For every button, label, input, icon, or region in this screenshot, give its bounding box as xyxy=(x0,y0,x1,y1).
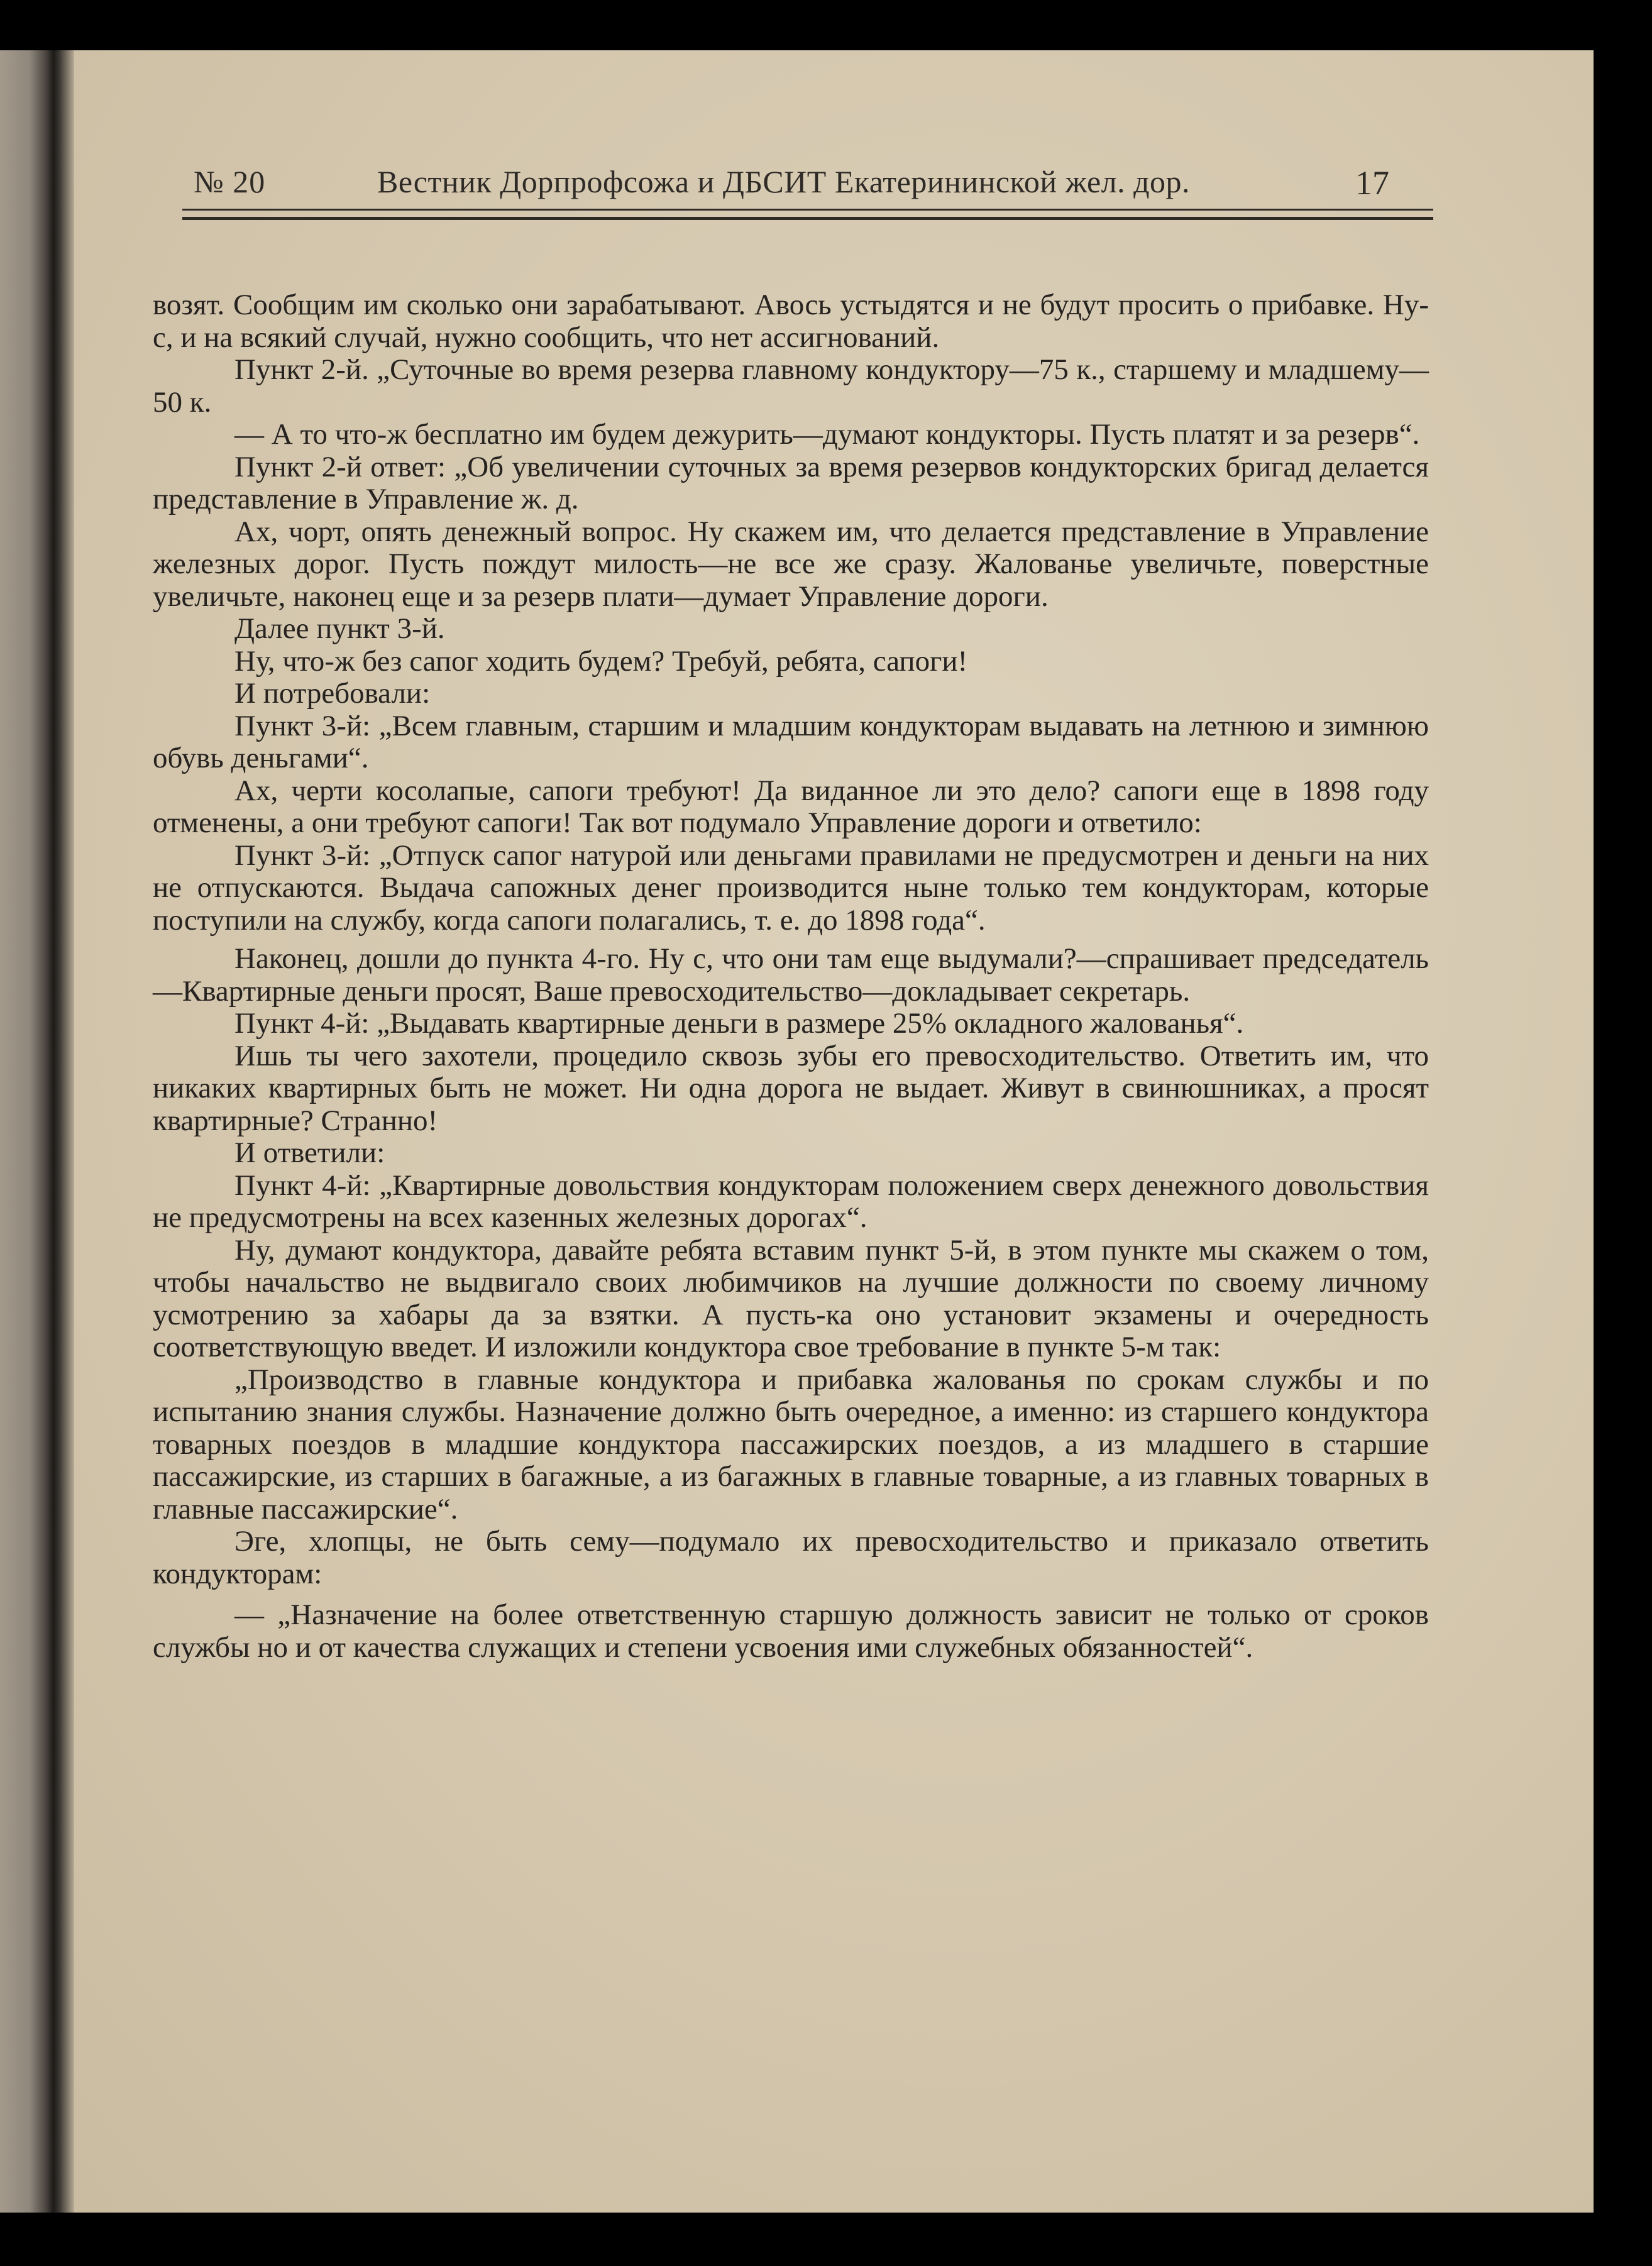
paragraph: Пункт 4-й: „Квартирные довольствия кондукторам положением сверх денежного довольствия не предусмотрены на всех казенных железных дорогах“. xyxy=(153,1169,1429,1234)
paragraph: Далее пункт 3-й. xyxy=(234,612,445,645)
header-rule xyxy=(182,209,1433,220)
paragraph: Пункт 2-й ответ: „Об увеличении суточных за время резервов кондукторских бригад делается представление в Управление ж. д. xyxy=(153,450,1429,515)
paragraph: Наконец, дошли до пункта 4-го. Ну с, что они там еще выдумали?—спрашивает председатель—Квартирные деньги просят, Ваше превосходительство—докладывает секретарь. xyxy=(153,942,1429,1008)
paragraph: Ну, думают кондуктора, давайте ребята вставим пункт 5-й, в этом пункте мы скажем о том, чтобы начальство не выдвигало своих любимчиков на лучшие должности по своему личному усмотрению за хабары да за взятки. А пусть-ка оно установит экзамены и очередность соответствующую введет. И изложили кондуктора свое требование в пункте 5-м так: xyxy=(153,1233,1429,1363)
running-header xyxy=(182,163,1433,214)
paragraph: Пункт 3-й: „Отпуск сапог натурой или деньгами правилами не предусмотрен и деньги на них не отпускаются. Выдача сапожных денег производится ныне только тем кондукторам, которые поступили на службу, когда сапоги полагались, т. е. до 1898 года“. xyxy=(153,839,1429,937)
paragraph: „Производство в главные кондуктора и прибавка жалованья по срокам службы и по испытанию знания службы. Назначение должно быть очередное, а именно: из старшего кондуктора товарных поездов в младшие кондуктора пассажирских поездов, а из младшего в старшие пассажирские, из старших в багажные, а из багажных в главные товарные, а из главных товарных в главные пассажирские“. xyxy=(153,1363,1429,1526)
journal-page xyxy=(0,50,1594,2213)
paragraph: Пункт 4-й: „Выдавать квартирные деньги в размере 25% окладного жалованья“. xyxy=(234,1007,1244,1040)
issue-number: № 20 xyxy=(194,164,266,199)
article-body xyxy=(153,289,1429,1664)
book-binding xyxy=(0,50,74,2213)
paragraph: И ответили: xyxy=(234,1136,385,1169)
paragraph: — „Назначение на более ответственную старшую должность зависит не только от сроков службы но и от качества служащих и степени усвоения ими служебных обязанностей“. xyxy=(153,1598,1429,1664)
paragraph: — А то что-ж бесплатно им будем дежурить—думают кондукторы. Пусть платят и за резерв“. xyxy=(234,418,1420,451)
paragraph: Ишь ты чего захотели, процедило сквозь зубы его превосходительство. Ответить им, что никаких квартирных быть не может. Ни одна дорога не выдает. Живут в свинюшниках, а просят квартирные? Странно! xyxy=(153,1039,1429,1137)
paragraph: И потребовали: xyxy=(234,677,431,710)
journal-title: Вестник Дорпрофсожа и ДБСИТ Екатерининской жел. дор. xyxy=(377,164,1191,199)
paragraph: Пункт 3-й: „Всем главным, старшим и младшим кондукторам выдавать на летнюю и зимнюю обувь деньгами“. xyxy=(153,709,1429,774)
paragraph: Ах, чорт, опять денежный вопрос. Ну скажем им, что делается представление в Управление железных дорог. Пусть пождут милость—не все же сразу. Жалованье увеличьте, поверстные увеличьте, наконец еще и за резерв плати—думает Управление дороги. xyxy=(153,515,1429,613)
paragraph: Ах, черти косолапые, сапоги требуют! Да виданное ли это дело? сапоги еще в 1898 году отменены, а они требуют сапоги! Так вот подумало Управление дороги и ответило: xyxy=(153,774,1429,839)
paragraph: возят. Сообщим им сколько они зарабатывают. Авось устыдятся и не будут просить о прибавке. Ну-с, и на всякий случай, нужно сообщить, что нет ассигнований. xyxy=(153,289,1429,354)
paragraph: Эге, хлопцы, не быть сему—подумало их превосходительство и приказало ответить кондукторам: xyxy=(153,1525,1429,1590)
paragraph: Ну, что-ж без сапог ходить будем? Требуй, ребята, сапоги! xyxy=(234,644,968,678)
page-number: 17 xyxy=(1355,164,1389,202)
paragraph: Пункт 2-й. „Суточные во время резерва главному кондуктору—75 к., старшему и младшему—50 к. xyxy=(153,353,1429,419)
